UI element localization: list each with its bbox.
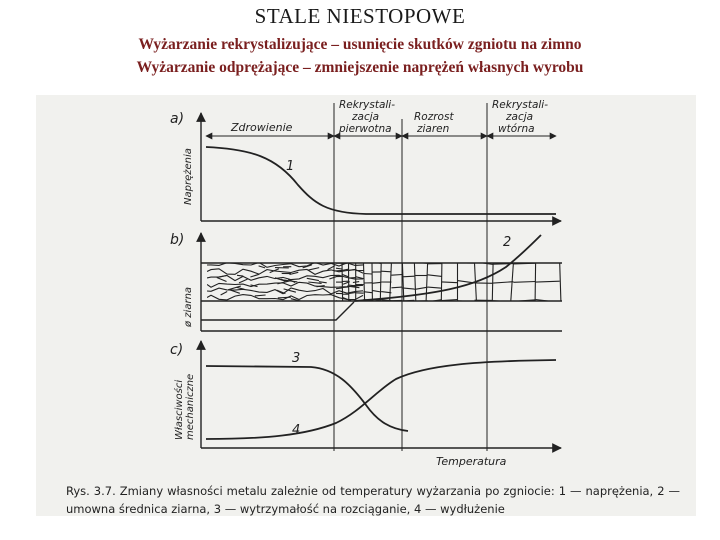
xlabel-temperature: Temperatura: [436, 455, 507, 468]
stage-label-recovery: Zdrowienie: [231, 121, 293, 134]
deformed-grain-line: [278, 297, 291, 298]
curve-number-2: 2: [503, 235, 512, 250]
recrystallized-grain-edge: [428, 287, 442, 288]
ylabel-grain: ø ziarna: [183, 286, 194, 327]
recrystallized-grain-edge: [442, 282, 458, 283]
deformed-grain-line: [250, 274, 259, 277]
recrystallized-grain-edge: [560, 263, 561, 301]
subtitle-stress-relief: Wyżarzanie odprężające – zmniejszenie naprężeń własnych wyrobu: [136, 59, 584, 76]
curve-1-stress: [206, 147, 556, 214]
panel-label-c: c): [170, 342, 184, 358]
stage-label-growth-2: ziaren: [417, 123, 450, 135]
recrystallized-grain-edge: [336, 288, 342, 289]
deformed-grain-line: [255, 295, 266, 296]
recrystallized-grain-edge: [364, 274, 373, 275]
stage-label-secondary-3: wtórna: [498, 123, 535, 135]
recrystallized-grain-edge: [586, 263, 588, 301]
recrystallized-grain-edge: [381, 271, 391, 272]
ylabel-mechanical-1: Własciwości: [174, 379, 185, 440]
curve-4-elongation: [206, 360, 556, 439]
deformed-grain-line: [221, 292, 228, 296]
recrystallized-grain-edge: [402, 263, 403, 301]
deformed-grain-line: [239, 279, 248, 283]
recrystallized-grain-edge: [349, 278, 356, 279]
deformed-grain-line: [334, 270, 343, 271]
annealing-diagram: [36, 95, 696, 516]
recrystallized-grain-edge: [372, 282, 381, 283]
recrystallized-grain-edge: [364, 263, 365, 301]
deformed-grain-line: [217, 278, 227, 282]
stage-label-primary-3: pierwotna: [339, 123, 392, 135]
recrystallized-grain-edge: [402, 288, 414, 289]
diagram-svg: [36, 95, 696, 516]
recrystallized-grain-edge: [414, 287, 427, 289]
ylabel-mechanical-2: mechaniczne: [185, 373, 196, 440]
recrystallized-grain-edge: [391, 275, 402, 276]
recrystallized-grain-edge: [402, 300, 414, 301]
recrystallized-grain-edge: [428, 275, 442, 277]
recrystallized-grain-edge: [442, 262, 458, 263]
grain-base-line: [201, 302, 354, 320]
recrystallized-grain-edge: [380, 263, 381, 301]
deformed-grain-line: [329, 277, 336, 279]
recrystallized-grain-edge: [535, 263, 536, 301]
recrystallized-grain-edge: [342, 302, 349, 303]
recrystallized-grain-edge: [560, 300, 586, 302]
recrystallized-grain-edge: [342, 287, 349, 288]
stage-label-growth-1: Rozrost: [414, 111, 454, 123]
recrystallized-grain-edge: [372, 290, 381, 292]
deformed-grain-line: [319, 282, 327, 283]
recrystallized-grain-edge: [493, 282, 513, 283]
stage-label-primary-2: zacja: [352, 111, 380, 123]
recrystallized-grain-edge: [356, 277, 364, 279]
curve-number-1: 1: [286, 159, 295, 174]
deformed-grain-line: [207, 282, 363, 287]
recrystallized-grain-edge: [426, 263, 428, 301]
recrystallized-grain-edge: [402, 276, 414, 277]
recrystallized-grain-edge: [441, 263, 442, 301]
recrystallized-grain-edge: [364, 262, 373, 263]
deformed-grain-line: [237, 275, 243, 276]
recrystallized-grain-edge: [513, 263, 535, 264]
panel-label-b: b): [170, 232, 185, 248]
stage-label-secondary-2: zacja: [506, 111, 534, 123]
recrystallized-grain-edge: [391, 287, 402, 288]
ylabel-stress: Naprężenia: [183, 148, 194, 205]
curve-number-4: 4: [292, 423, 301, 438]
curve-3-tensile-strength: [206, 366, 408, 431]
panel-label-a: a): [170, 111, 185, 127]
page-title: STALE NIESTOPOWE: [254, 4, 466, 28]
deformed-grain-line: [307, 278, 319, 280]
deformed-grain-line: [219, 276, 227, 278]
recrystallized-grain-edge: [513, 282, 535, 283]
recrystallized-grain-edge: [536, 281, 560, 282]
stage-label-primary-1: Rekrystali-: [339, 99, 396, 111]
recrystallized-grain-edge: [336, 268, 342, 269]
deformed-grain-line: [308, 268, 319, 271]
subtitle-recrystallization: Wyżarzanie rekrystalizujące – usunięcie skutków zgniotu na zimno: [138, 36, 582, 53]
stage-label-secondary-1: Rekrystali-: [492, 99, 549, 111]
curve-number-3: 3: [292, 351, 301, 366]
recrystallized-grain-edge: [492, 263, 493, 301]
figure-caption: Rys. 3.7. Zmiany własności metalu zależnie od temperatury wyżarzania po zgniocie: 1 — naprężenia, 2 — umowna średnica ziarna, 3 — wytrzymałość na rozciąganie, 4 — wydłużenie: [66, 484, 680, 516]
